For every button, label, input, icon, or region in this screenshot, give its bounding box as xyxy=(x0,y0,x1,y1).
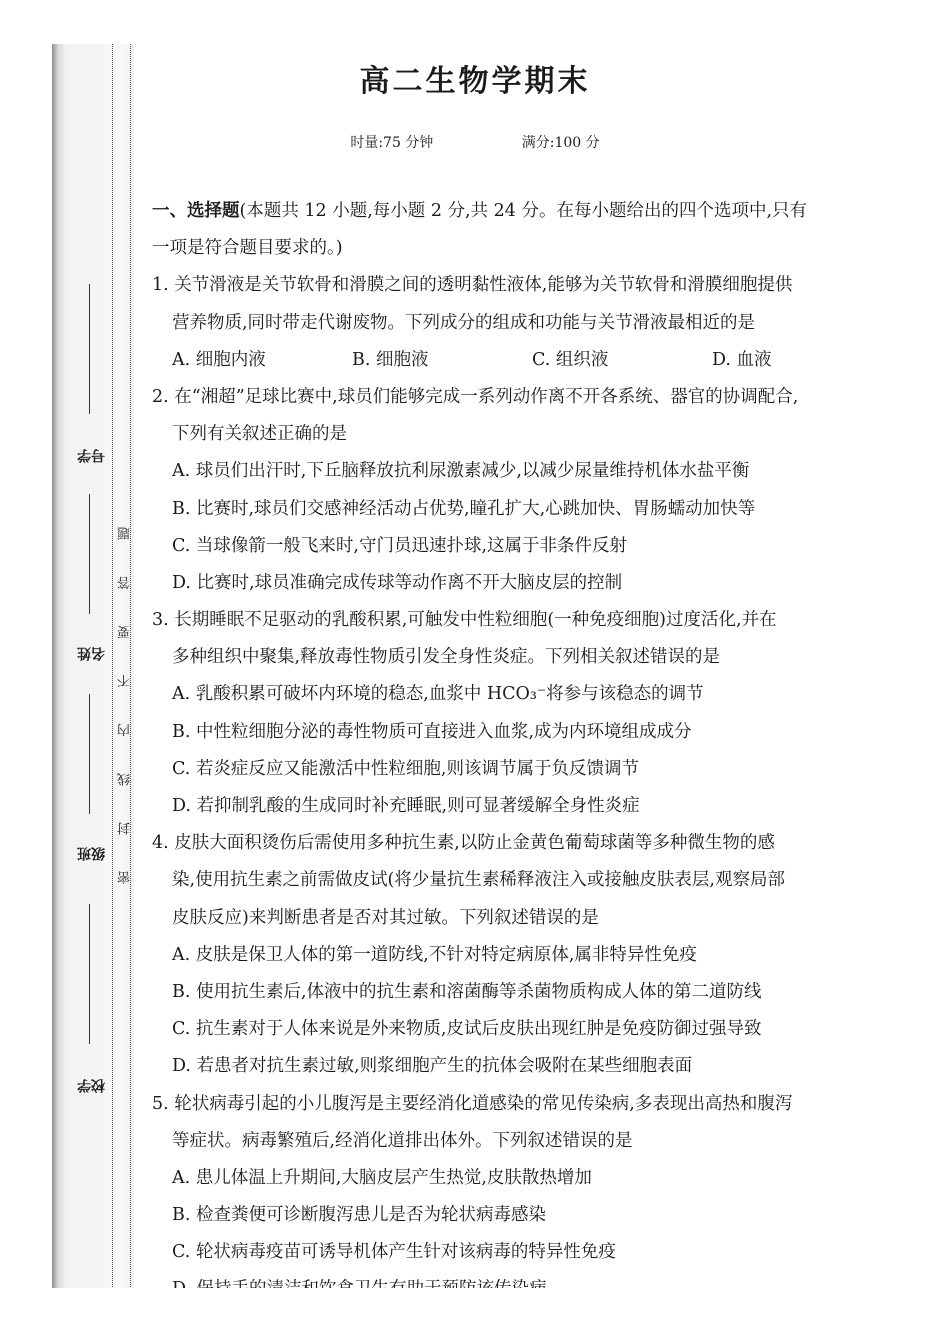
q1-stem-1: 1. 关节滑液是关节软骨和滑膜之间的透明黏性液体,能够为关节软骨和滑膜细胞提供 xyxy=(152,275,793,296)
q2-option-a[interactable]: A. 球员们出汗时,下丘脑释放抗利尿激素减少,以减少尿量维持机体水盐平衡 xyxy=(172,461,750,482)
q3-option-c[interactable]: C. 若炎症反应又能激活中性粒细胞,则该调节属于负反馈调节 xyxy=(172,758,639,779)
section-heading-line xyxy=(152,193,892,230)
q3-stem-1: 3. 长期睡眠不足驱动的乳酸积累,可触发中性粒细胞(一种免疫细胞)过度活化,并在 xyxy=(152,610,777,631)
q1-option-d[interactable]: D. 血液 xyxy=(712,349,772,370)
student-number-label: 学 号 xyxy=(77,435,107,463)
q2-option-d[interactable]: D. 比赛时,球员准确完成传球等动作离不开大脑皮层的控制 xyxy=(172,572,623,593)
q4-option-c[interactable]: C. 抗生素对于人体来说是外来物质,皮试后皮肤出现红肿是免疫防御过强导致 xyxy=(172,1019,762,1040)
full-score: 满分:100 分 xyxy=(521,135,600,151)
q1-option-c[interactable]: C. 组织液 xyxy=(532,349,609,370)
q3-option-d[interactable]: D. 若抑制乳酸的生成同时补充睡眠,则可显著缓解全身性炎症 xyxy=(172,796,640,816)
q3-option-a[interactable]: A. 乳酸积累可破坏内环境的稳态,血浆中 HCO₃⁻将参与该稳态的调节 xyxy=(172,684,704,705)
q2-stem-2: 下列有关叙述正确的是 xyxy=(172,424,347,445)
q5-option-c[interactable]: C. 轮状病毒疫苗可诱导机体产生针对该病毒的特异性免疫 xyxy=(172,1242,616,1263)
student-number-fill-line[interactable] xyxy=(89,284,90,414)
time-limit: 时量:75 分钟 xyxy=(350,135,434,151)
q4-stem-1: 4. 皮肤大面积烫伤后需使用多种抗生素,以防止金黄色葡萄球菌等多种微生物的感 xyxy=(152,833,775,854)
seal-dotted-line-outer xyxy=(112,44,113,1289)
q5-stem-1: 5. 轮状病毒引起的小儿腹泻是主要经消化道感染的常见传染病,多表现出高热和腹泻 xyxy=(152,1093,793,1114)
class-fill-line[interactable] xyxy=(89,694,90,814)
q5-option-a[interactable]: A. 患儿体温上升期间,大脑皮层产生热觉,皮肤散热增加 xyxy=(172,1167,592,1188)
page-bottom-cut xyxy=(0,1288,950,1343)
section-note-1: (本题共 12 小题,每小题 2 分,共 24 分。在每小题给出的四个选项中,只有 xyxy=(239,201,808,221)
exam-title: 高二生物学期末 xyxy=(359,64,591,99)
q4-option-b[interactable]: B. 使用抗生素后,体液中的抗生素和溶菌酶等杀菌物质构成人体的第二道防线 xyxy=(172,981,762,1002)
q1-option-b[interactable]: B. 细胞液 xyxy=(352,349,429,370)
exam-meta xyxy=(0,132,950,152)
section-note-2: 一项是符合题目要求的。) xyxy=(152,238,343,259)
q2-option-b[interactable]: B. 比赛时,球员们交感神经活动占优势,瞳孔扩大,心跳加快、胃肠蠕动加快等 xyxy=(172,498,756,519)
q4-option-d[interactable]: D. 若患者对抗生素过敏,则浆细胞产生的抗体会吸附在某些细胞表面 xyxy=(172,1056,693,1077)
class-label: 班 级 xyxy=(77,833,107,861)
q5-stem-2: 等症状。病毒繁殖后,经消化道排出体外。下列叙述错误的是 xyxy=(172,1130,633,1151)
q3-stem-2: 多种组织中聚集,释放毒性物质引发全身性炎症。下列相关叙述错误的是 xyxy=(172,647,721,668)
q4-stem-2: 染,使用抗生素之前需做皮试(将少量抗生素稀释液注入或接触皮肤表层,观察局部 xyxy=(172,870,785,891)
q2-option-c[interactable]: C. 当球像箭一般飞来时,守门员迅速扑球,这属于非条件反射 xyxy=(172,535,628,556)
question-content xyxy=(152,193,892,1309)
binding-strip xyxy=(52,44,134,1289)
q1-option-a[interactable]: A. 细胞内液 xyxy=(172,349,266,370)
q4-stem-3: 皮肤反应)来判断患者是否对其过敏。下列叙述错误的是 xyxy=(172,907,599,928)
q3-option-b[interactable]: B. 中性粒细胞分泌的毒性物质可直接进入血浆,成为内环境组成成分 xyxy=(172,721,692,742)
name-fill-line[interactable] xyxy=(89,494,90,614)
name-label: 姓 名 xyxy=(77,633,107,661)
q1-stem-2: 营养物质,同时带走代谢废物。下列成分的组成和功能与关节滑液最相近的是 xyxy=(172,312,756,333)
q4-option-a[interactable]: A. 皮肤是保卫人体的第一道防线,不针对特定病原体,属非特异性免疫 xyxy=(172,944,697,965)
q5-option-b[interactable]: B. 检查粪便可诊断腹泻患儿是否为轮状病毒感染 xyxy=(172,1205,546,1226)
school-label: 学 校 xyxy=(77,1065,107,1093)
school-fill-line[interactable] xyxy=(89,904,90,1044)
q2-stem-1: 2. 在“湘超”足球比赛中,球员们能够完成一系列动作离不开各系统、器官的协调配合, xyxy=(152,386,799,407)
section-heading: 一、选择题 xyxy=(152,201,240,221)
q1-options xyxy=(152,342,892,379)
seal-warning-text: 密 封 线 内 不 要 答 题 xyxy=(118,511,133,884)
